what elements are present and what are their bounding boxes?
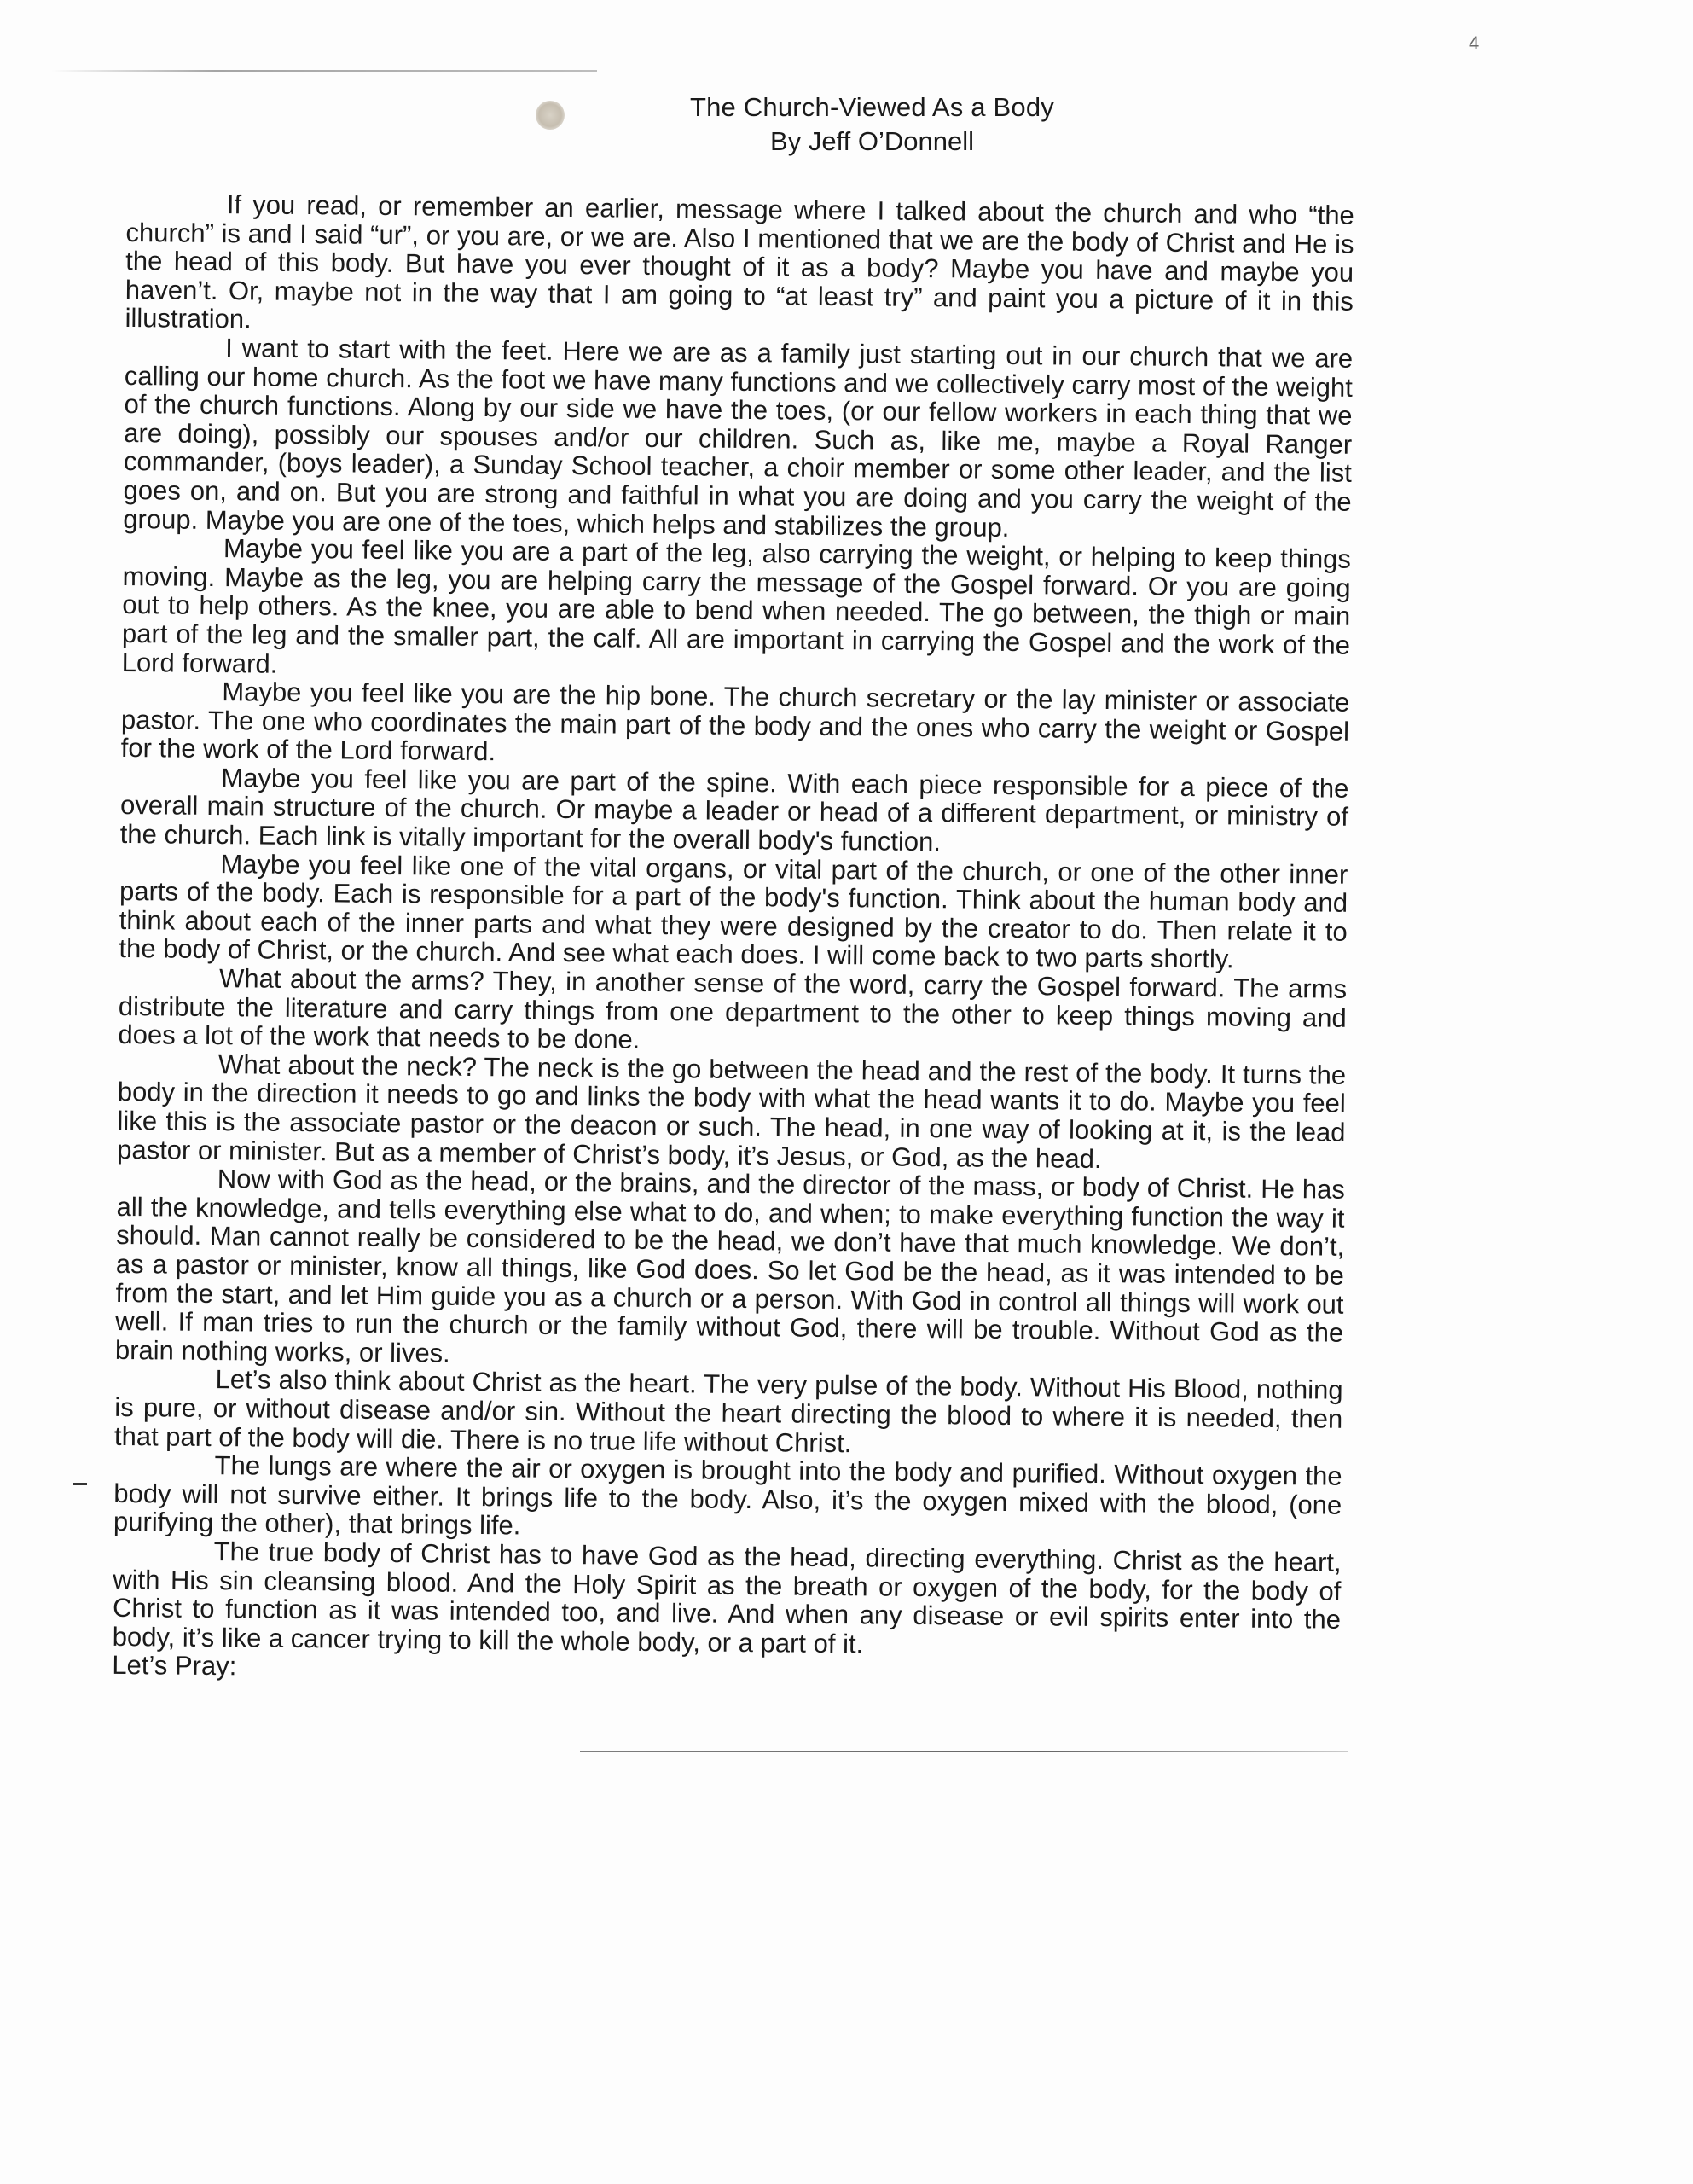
scan-artifact-line	[580, 1751, 1348, 1752]
closing-line: Let’s Pray:	[112, 1650, 237, 1682]
paragraph-conclusion: The true body of Christ has to have God as the head, directing everything. Christ as the heart, with His sin cleansing blood. And the Holy Spirit as the breath or oxygen of the body, for the body of Christ to function as it was intended too, and live. And when any disease or evil spirits enter into the body, it’s like a cancer trying to kill the whole body, or a part of it.	[112, 1536, 1342, 1659]
paragraph-arms: What about the arms? They, in another sense of the word, carry the Gospel forward. The arms distribute the literature and carry things from one department to the other to keep things moving and does a lot of the work that needs to be done.	[118, 963, 1348, 1055]
paragraph-leg: Maybe you feel like you are a part of the leg, also carrying the weight, or helping to keep things moving. Maybe as the leg, you are helping carry the message of the Gospel forward. Or you are going out to help others. As the knee, you are able to bend when needed. The go between, the thigh or main part of the leg and the smaller part, the calf. All are important in carrying the Gospel and the work of the Lord forward.	[121, 533, 1352, 679]
margin-mark	[73, 1483, 87, 1485]
paragraph-intro: If you read, or remember an earlier, message where I talked about the church and who “the church” is and I said “ur”, or you are, or we are. Also I mentioned that we are the body of Christ and He is the head of this body. But have you ever thought of it as a body? Maybe you have and maybe you haven’t. Or, maybe not in the way that I am going to “at least try” and paint you a picture of it in this illustration.	[125, 189, 1354, 334]
document-header	[0, 90, 1693, 159]
scan-artifact-line	[51, 70, 597, 72]
paragraph-heart: Let’s also think about Christ as the heart. The very pulse of the body. Without His Blood, nothing is pure, or without disease and/or sin. Without the heart directing the blood to where it is needed, then that part of the body will die. There is no true life without Christ.	[113, 1364, 1343, 1458]
paragraph-hip: Maybe you feel like you are the hip bone. The church secretary or the lay minister or associate pastor. The one who coordinates the main part of the body and the ones who carry the weight or Gospel for the work of the Lord forward.	[120, 677, 1350, 767]
document-body	[112, 189, 1354, 1692]
paragraph-lungs: The lungs are where the air or oxygen is brought into the body and purified. Without oxygen the body will not survive either. It brings life to the body. Also, it’s the oxygen mixed with the blood, (one purifying the other), that brings life.	[113, 1450, 1342, 1541]
paragraph-feet: I want to start with the feet. Here we are as a family just starting out in our church that we are calling our home church. As the foot we have many functions and we collectively carry most of the weight of the church functions. Along by our side we have the toes, (or our fellow workers in each thing that we are doing), possibly our spouses and/or our children. Such as, like me, maybe a Royal Ranger commander, (boys leader), a Sunday School teacher, a choir member or some other leader, and the list goes on, and on. But you are strong and faithful in what you are doing and you carry the weight of the group. Maybe you are one of the toes, which helps and stabilizes the group.	[123, 333, 1354, 543]
paragraph-neck: What about the neck? The neck is the go between the head and the rest of the body. It turns the body in the direction it needs to go and links the body with what the head wants it to do. Maybe you feel like this is the associate pastor or the deacon or such. The head, in one way of looking at it, is the lead pastor or minister. But as a member of Christ’s body, it’s Jesus, or God, as the head.	[117, 1048, 1347, 1174]
paragraph-organs: Maybe you feel like one of the vital organs, or vital part of the church, or one of the other inner parts of the body. Each is responsible for a part of the body's function. Think about the human body and think about each of the inner parts and what they were designed by the creator to do. Then relate it to the body of Christ, or the church. And see what each does. I will come back to two parts shortly.	[119, 848, 1348, 974]
document-title: The Church-Viewed As a Body	[689, 92, 1054, 122]
paragraph-head: Now with God as the head, or the brains, and the director of the mass, or body of Christ. He has all the knowledge, and tells everything else what to do, and when; to make everything function the way it should. Man cannot really be considered to be the head, we don’t have that much knowledge. We don’t, as a pastor or minister, know all things, like God does. So let God be the head, as it was intended to be from the start, and let Him guide you as a church or a person. With God in control all things will work out well. If man tries to run the church or the family without God, there will be trouble. Without God as the brain nothing works, or lives.	[114, 1164, 1345, 1368]
paragraph-spine: Maybe you feel like you are part of the spine. With each piece responsible for a piece of the overall main structure of the church. Or maybe a leader or head of a different department, or ministry of the church. Each link is vitally important for the overall body's function.	[119, 762, 1349, 857]
corner-page-mark: 4	[1469, 32, 1480, 54]
document-byline: By Jeff O’Donnell	[770, 126, 974, 156]
